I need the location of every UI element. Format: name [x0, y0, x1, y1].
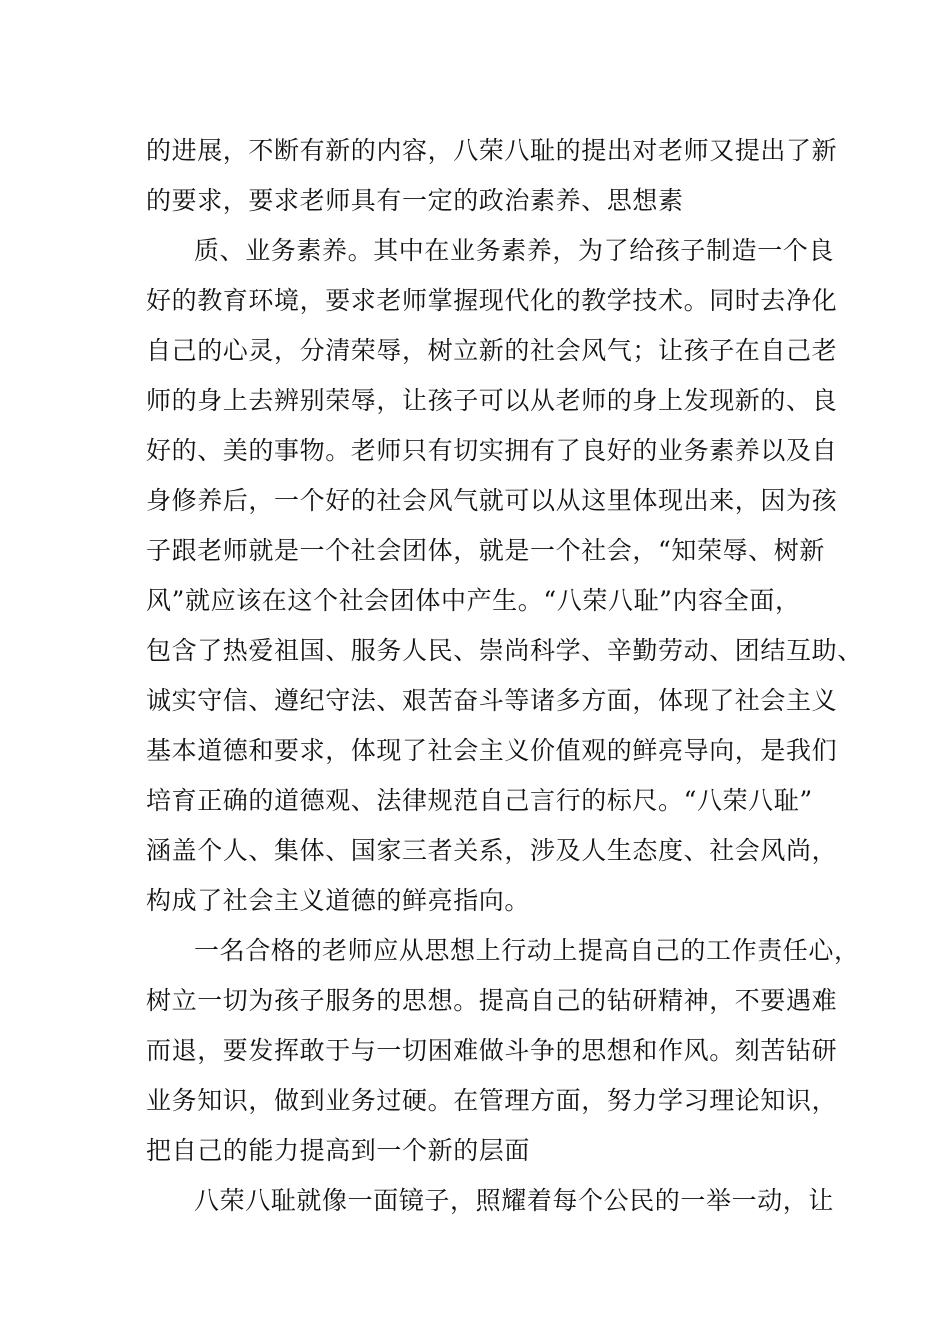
text-line-2: 的要求，要求老师具有一定的政治素养、思想素: [146, 186, 684, 215]
text-line-16: 构成了社会主义道德的鲜亮指向。: [146, 886, 531, 915]
text-line-9: 子跟老师就是一个社会团体，就是一个社会，“知荣辱、树新: [146, 536, 825, 565]
text-line-14: 培育正确的道德观、法律规范自己言行的标尺。“八荣八耻”: [146, 786, 813, 815]
text-line-1: 的进展，不断有新的内容，八荣八耻的提出对老师又提出了新: [146, 136, 838, 165]
text-line-20: 业务知识，做到业务过硬。在管理方面，努力学习理论知识，: [146, 1086, 838, 1115]
text-line-5: 自己的心灵，分清荣辱，树立新的社会风气；让孩子在自己老: [146, 336, 838, 365]
text-line-19: 而退，要发挥敢于与一切困难做斗争的思想和作风。刻苦钻研: [146, 1036, 838, 1065]
text-line-15: 涵盖个人、集体、国家三者关系，涉及人生态度、社会风尚，: [146, 836, 838, 865]
text-line-13: 基本道德和要求，体现了社会主义价值观的鲜亮导向，是我们: [146, 736, 838, 765]
text-line-21: 把自己的能力提高到一个新的层面: [146, 1136, 531, 1165]
text-line-12: 诚实守信、遵纪守法、艰苦奋斗等诸多方面，体现了社会主义: [146, 686, 838, 715]
text-line-3: 质、业务素养。其中在业务素养，为了给孩子制造一个良: [194, 236, 835, 265]
text-line-6: 师的身上去辨别荣辱，让孩子可以从老师的身上发现新的、良: [146, 386, 838, 415]
text-line-22: 八荣八耻就像一面镜子，照耀着每个公民的一举一动，让: [194, 1186, 835, 1215]
text-line-10: 风”就应该在这个社会团体中产生。“八荣八耻”内容全面，: [146, 586, 801, 615]
text-line-4: 好的教育环境，要求老师掌握现代化的教学技术。同时去净化: [146, 286, 838, 315]
text-line-18: 树立一切为孩子服务的思想。提高自己的钻研精神，不要遇难: [146, 986, 838, 1015]
text-line-17: 一名合格的老师应从思想上行动上提高自己的工作责任心，: [194, 936, 860, 965]
text-line-8: 身修养后，一个好的社会风气就可以从这里体现出来，因为孩: [146, 486, 838, 515]
text-line-7: 好的、美的事物。老师只有切实拥有了良好的业务素养以及自: [146, 436, 838, 465]
text-line-11: 包含了热爱祖国、服务人民、崇尚科学、辛勤劳动、团结互助、: [146, 636, 863, 665]
